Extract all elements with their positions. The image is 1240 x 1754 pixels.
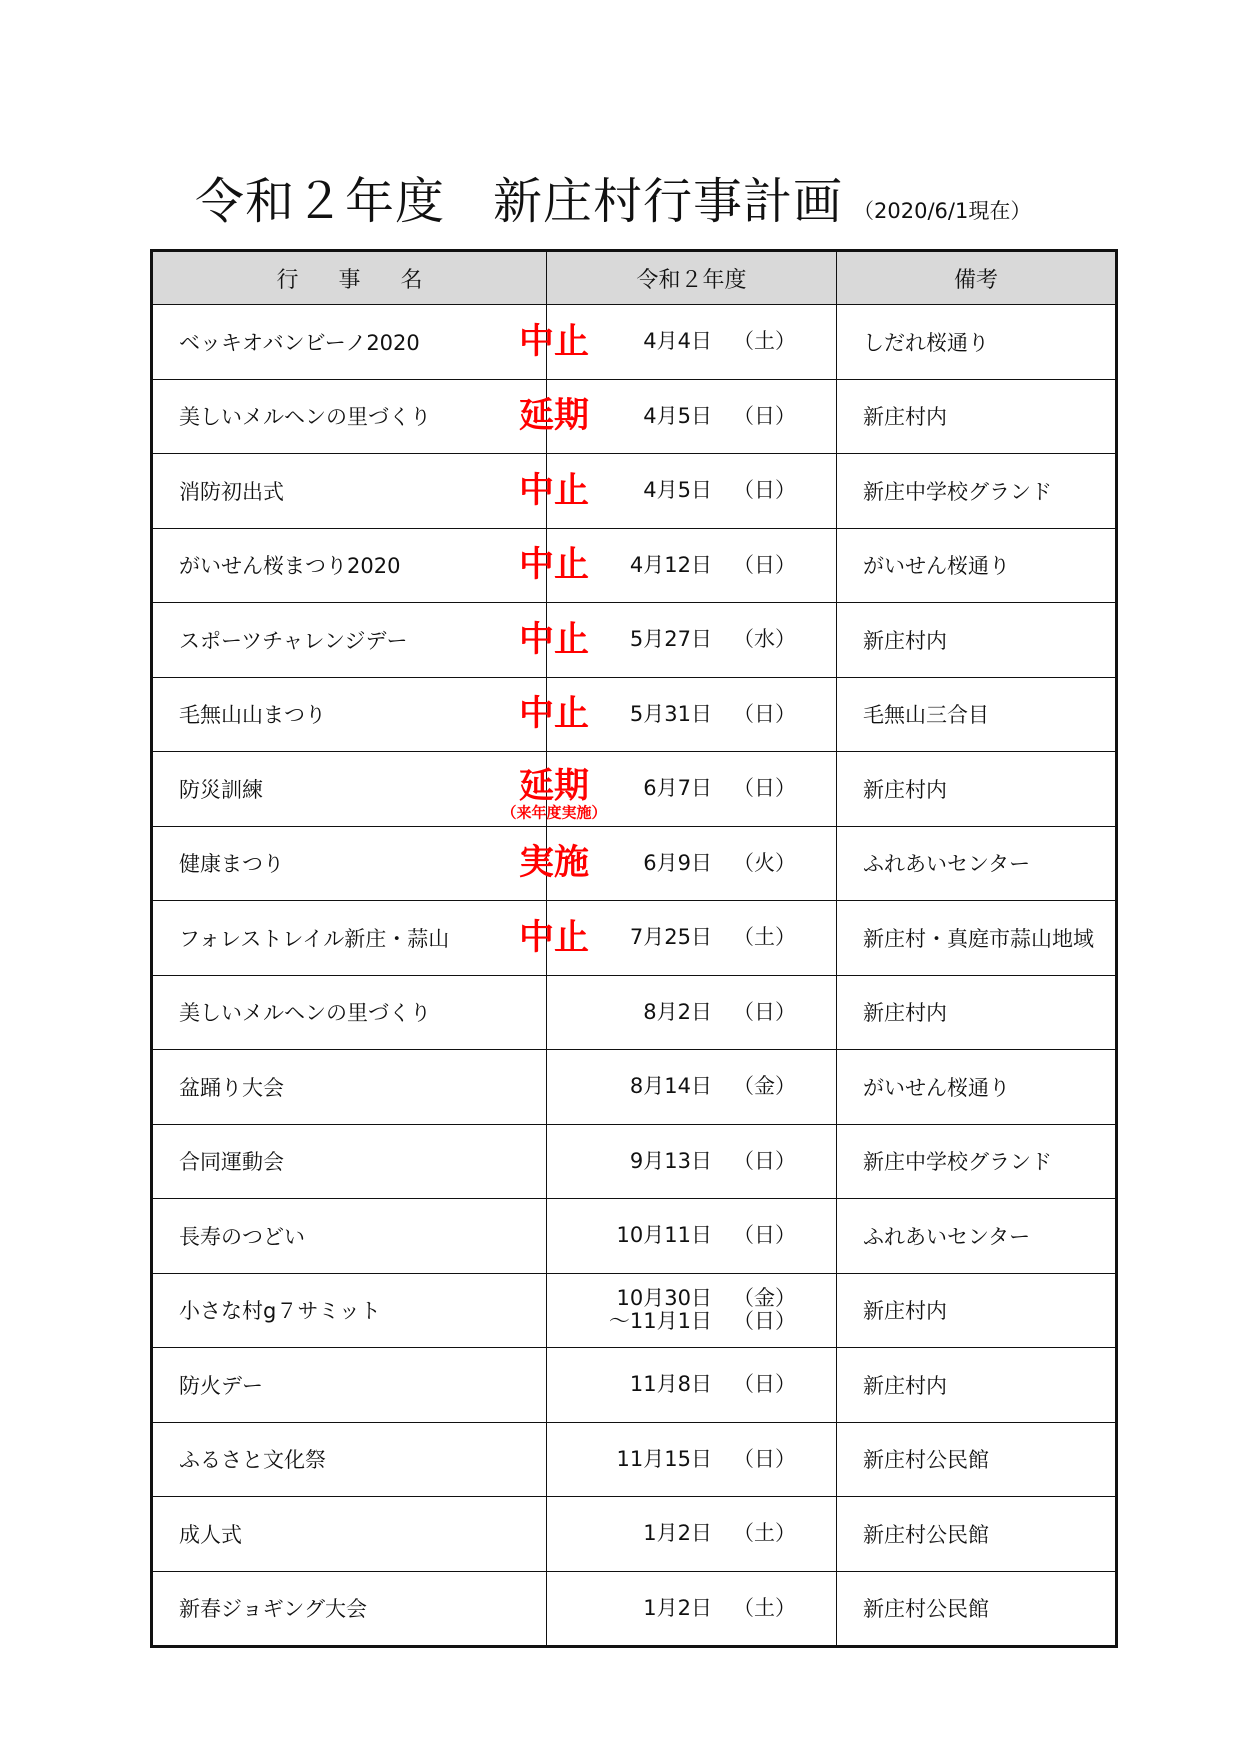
status-label: 中止 [518, 470, 589, 511]
event-weekday: （土） [733, 925, 796, 950]
event-name-cell [152, 454, 547, 529]
event-date-cell [501, 752, 837, 827]
event-weekday: （日） [733, 776, 796, 801]
event-date: 1月2日 [643, 1595, 712, 1620]
event-note: 新庄村公民館 [863, 1448, 989, 1473]
status-label: 中止 [518, 917, 589, 958]
event-name: がいせん桜まつり2020 [179, 554, 401, 579]
event-date-cell [518, 826, 837, 901]
table-row [152, 1348, 1117, 1423]
event-note-cell [837, 1050, 1117, 1125]
event-weekday: （土） [733, 1521, 796, 1546]
event-note-cell [837, 1497, 1117, 1572]
event-note-cell [837, 975, 1117, 1050]
event-date-cell [518, 454, 837, 529]
event-date: 4月5日 [643, 403, 712, 428]
event-note: 新庄村公民館 [863, 1597, 989, 1622]
event-name-cell [152, 1348, 547, 1423]
event-note: 毛無山三合目 [863, 703, 989, 728]
event-note: 新庄中学校グランド [863, 1150, 1052, 1175]
event-note: がいせん桜通り [863, 554, 1010, 579]
event-name-cell [152, 379, 547, 454]
event-date: 4月12日 [629, 552, 712, 577]
event-date-cell [547, 1050, 837, 1125]
event-date-cell [518, 677, 837, 752]
date-line [547, 1373, 836, 1396]
event-name-cell [152, 1273, 547, 1348]
status-stamp [499, 843, 609, 884]
table-row [152, 1571, 1117, 1647]
event-weekday: （日） [733, 1372, 796, 1397]
event-name: 盆踊り大会 [179, 1075, 284, 1100]
table-row [152, 1124, 1117, 1199]
event-weekday: （日） [733, 1148, 796, 1173]
event-name-cell [152, 1199, 547, 1274]
event-name: ベッキオバンビーノ2020 [179, 330, 420, 355]
table-row [152, 1497, 1117, 1572]
event-date: 5月31日 [629, 701, 712, 726]
date-line [547, 1310, 836, 1333]
table-row [152, 305, 1117, 380]
status-note: （来年度実施） [501, 803, 607, 822]
event-date-cell [547, 1348, 837, 1423]
status-label: 実施 [518, 843, 589, 884]
event-note-cell [837, 1571, 1117, 1647]
header-event-name: 行事名 [152, 251, 547, 305]
event-date-cell [518, 528, 837, 603]
event-weekday: （火） [733, 850, 796, 875]
status-stamp [499, 917, 609, 958]
event-date-cell [547, 1422, 837, 1497]
event-name-cell [152, 1422, 547, 1497]
event-note: 新庄村内 [863, 1001, 947, 1026]
event-weekday: （日） [733, 552, 796, 577]
table-row [152, 975, 1117, 1050]
event-weekday: （土） [733, 329, 796, 354]
event-note: しだれ桜通り [863, 330, 989, 355]
event-name-cell [152, 1124, 547, 1199]
event-name-cell [152, 752, 547, 827]
event-date: ～11月1日 [608, 1309, 712, 1334]
event-weekday: （日） [733, 403, 796, 428]
event-note-cell [837, 901, 1117, 976]
event-name-cell [152, 305, 547, 380]
event-note-cell [837, 454, 1117, 529]
event-date: 8月14日 [629, 1074, 712, 1099]
event-note: ふれあいセンター [863, 852, 1031, 877]
status-label: 中止 [518, 619, 589, 660]
date-line [547, 1075, 836, 1098]
table-row [152, 826, 1117, 901]
event-note-cell [837, 1199, 1117, 1274]
event-weekday: （日） [733, 1446, 796, 1471]
table-body [152, 305, 1117, 1647]
table-row [152, 1273, 1117, 1348]
event-note: 新庄村内 [863, 777, 947, 802]
event-weekday: （日） [733, 701, 796, 726]
event-note: 新庄村内 [863, 1299, 947, 1324]
event-name-cell [152, 528, 547, 603]
event-note: 新庄中学校グランド [863, 479, 1052, 504]
event-date-cell [547, 1199, 837, 1274]
event-date: 6月9日 [643, 850, 712, 875]
as-of-date: （2020/6/1現在） [853, 199, 1032, 223]
status-stamp [499, 321, 609, 362]
date-line [547, 1150, 836, 1173]
event-name: 防災訓練 [179, 777, 263, 802]
date-line [547, 1597, 836, 1620]
event-weekday: （金） [733, 1286, 796, 1311]
date-line [547, 1522, 836, 1545]
event-name: フォレストレイル新庄・蒜山 [179, 926, 450, 951]
table-row [152, 1422, 1117, 1497]
event-name: スポーツチャレンジデー [179, 628, 408, 653]
event-date-cell [547, 1124, 837, 1199]
event-date: 10月30日 [616, 1286, 712, 1311]
event-note-cell [837, 1124, 1117, 1199]
event-note-cell [837, 677, 1117, 752]
event-name: 消防初出式 [179, 479, 284, 504]
event-date: 11月8日 [629, 1372, 712, 1397]
status-label: 延期 [518, 766, 589, 807]
event-weekday: （日） [733, 1223, 796, 1248]
event-note-cell [837, 528, 1117, 603]
event-name: 合同運動会 [179, 1150, 284, 1175]
status-label: 延期 [518, 396, 589, 437]
event-weekday: （水） [733, 627, 796, 652]
event-note-cell [837, 1348, 1117, 1423]
event-date: 9月13日 [629, 1148, 712, 1173]
table-row [152, 603, 1117, 678]
title-sub: 新庄村行事計画 [493, 173, 844, 230]
status-stamp [499, 545, 609, 586]
event-note: ふれあいセンター [863, 1224, 1031, 1249]
page-title [195, 163, 1031, 233]
status-label: 中止 [518, 321, 589, 362]
status-stamp [499, 694, 609, 735]
table-row [152, 677, 1117, 752]
event-name-cell [152, 975, 547, 1050]
event-date: 4月5日 [643, 478, 712, 503]
header-note: 備考 [837, 251, 1117, 305]
status-stamp [499, 396, 609, 437]
status-stamp [499, 619, 609, 660]
date-line [547, 1448, 836, 1471]
event-note: 新庄村公民館 [863, 1522, 989, 1547]
event-name-cell [152, 677, 547, 752]
event-schedule-table [150, 249, 1118, 1648]
status-stamp [499, 768, 609, 821]
event-name: 成人式 [179, 1522, 242, 1547]
event-date: 5月27日 [629, 627, 712, 652]
event-note: がいせん桜通り [863, 1075, 1010, 1100]
event-name: 健康まつり [179, 852, 284, 877]
event-date-cell [547, 1273, 837, 1348]
status-stamp [499, 470, 609, 511]
event-name-cell [152, 1571, 547, 1647]
event-note-cell [837, 1422, 1117, 1497]
table-row [152, 379, 1117, 454]
table-row [152, 1050, 1117, 1125]
event-name: 長寿のつどい [179, 1224, 305, 1249]
table-row [152, 901, 1117, 976]
table-row [152, 454, 1117, 529]
status-label: 中止 [518, 545, 589, 586]
event-date-cell [518, 379, 837, 454]
event-note: 新庄村内 [863, 405, 947, 430]
event-date-cell [518, 603, 837, 678]
table-header-row [152, 251, 1117, 305]
event-weekday: （日） [733, 1309, 796, 1334]
event-note: 新庄村内 [863, 628, 947, 653]
title-main: 令和２年度 [195, 173, 446, 230]
event-note-cell [837, 826, 1117, 901]
status-label: 中止 [518, 694, 589, 735]
event-date: 7月25日 [629, 925, 712, 950]
event-note-cell [837, 379, 1117, 454]
event-note-cell [837, 1273, 1117, 1348]
event-date-cell [518, 305, 837, 380]
event-name: 防火デー [179, 1373, 263, 1398]
event-name: 新春ジョギング大会 [179, 1597, 367, 1622]
event-date-cell [518, 901, 837, 976]
event-date: 11月15日 [616, 1446, 712, 1471]
event-name: 毛無山山まつり [179, 703, 326, 728]
event-weekday: （日） [733, 478, 796, 503]
event-date: 6月7日 [643, 776, 712, 801]
event-date: 10月11日 [616, 1223, 712, 1248]
date-line [547, 1287, 836, 1310]
event-date: 1月2日 [643, 1521, 712, 1546]
table-row [152, 1199, 1117, 1274]
event-weekday: （金） [733, 1074, 796, 1099]
event-name-cell [152, 603, 547, 678]
event-date-cell [547, 975, 837, 1050]
event-name-cell [152, 1497, 547, 1572]
date-line [547, 1001, 836, 1024]
event-date: 8月2日 [643, 999, 712, 1024]
table-row [152, 752, 1117, 827]
event-date: 4月4日 [643, 329, 712, 354]
event-name: ふるさと文化祭 [179, 1448, 326, 1473]
event-name-cell [152, 826, 547, 901]
table-row [152, 528, 1117, 603]
event-date-cell [547, 1571, 837, 1647]
event-date-cell [547, 1497, 837, 1572]
date-line [547, 1224, 836, 1247]
event-note-cell [837, 305, 1117, 380]
event-name: 小さな村g７サミット [179, 1299, 381, 1324]
event-weekday: （日） [733, 999, 796, 1024]
event-note: 新庄村内 [863, 1373, 947, 1398]
event-name: 美しいメルヘンの里づくり [179, 1001, 431, 1026]
event-note: 新庄村・真庭市蒜山地域 [863, 926, 1094, 951]
event-note-cell [837, 603, 1117, 678]
event-name-cell [152, 1050, 547, 1125]
event-name: 美しいメルヘンの里づくり [179, 405, 431, 430]
event-note-cell [837, 752, 1117, 827]
event-name-cell [152, 901, 547, 976]
header-date: 令和２年度 [547, 251, 837, 305]
event-weekday: （土） [733, 1595, 796, 1620]
